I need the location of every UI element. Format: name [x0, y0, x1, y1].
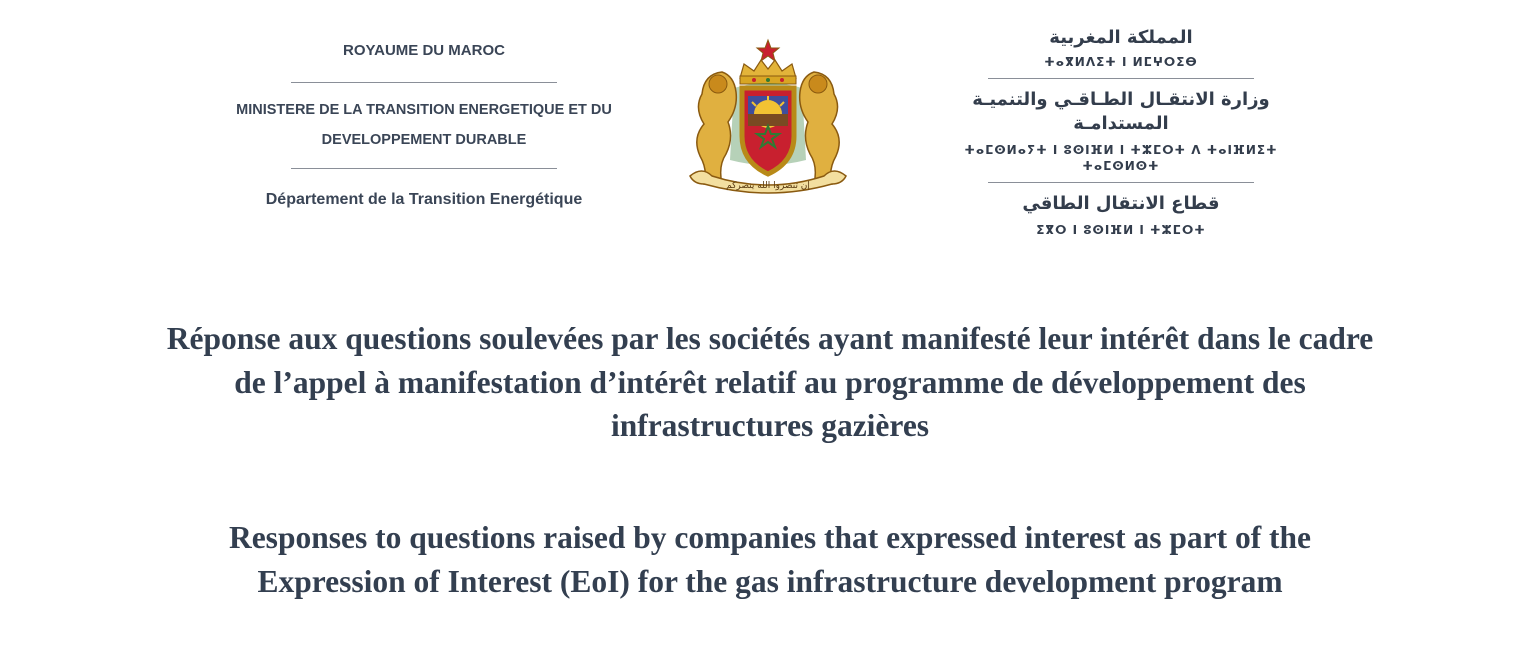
ministry-line-2: DEVELOPPEMENT DURABLE	[321, 132, 527, 148]
title-line: Responses to questions raised by companies that expressed interest as part of the	[228, 520, 1312, 555]
divider	[988, 78, 1254, 79]
ministry-line-1: MINISTERE DE LA TRANSITION ENERGETIQUE ET DU	[236, 102, 612, 118]
coat-of-arms-icon	[682, 38, 854, 196]
department-arabic: قطاع الانتقال الطاقي	[1022, 193, 1220, 214]
ministry-name	[228, 95, 620, 155]
department-name: Département de la Transition Energétique	[265, 191, 583, 208]
title-line: Expression of Interest (EoI) for the gas infrastructure development program	[257, 563, 1283, 599]
document-title-french	[40, 317, 1500, 448]
motto-text: إن تنصروا الله ينصركم	[726, 181, 810, 191]
title-line: infrastructures gazières	[610, 408, 930, 443]
title-line: de l’appel à manifestation d’intérêt relatif au programme de développement des	[234, 364, 1306, 400]
kingdom-arabic: المملكة المغربية	[1049, 27, 1193, 48]
ministry-arabic: وزارة الانتقـال الطـاقـي والتنميـة المستدامـة	[972, 89, 1270, 134]
ministry-tifinagh: ⵜⴰⵎⵙⵍⴰⵢⵜ ⵏ ⵓⵙⵏⴼⵍ ⵏ ⵜⵣⵎⵔⵜ ⴷ ⵜⴰⵏⴼⵍⵉⵜ ⵜⴰⵎⵙⵍⵙⵜ	[964, 143, 1278, 173]
kingdom-tifinagh: ⵜⴰⴳⵍⴷⵉⵜ ⵏ ⵍⵎⵖⵔⵉⴱ	[1044, 55, 1198, 69]
divider	[988, 182, 1254, 183]
country-name: ROYAUME DU MAROC	[343, 42, 505, 59]
department-tifinagh: ⵉⴳⵔ ⵏ ⵓⵙⵏⴼⵍ ⵏ ⵜⵣⵎⵔⵜ	[1036, 223, 1206, 237]
divider	[291, 82, 557, 83]
title-line: Réponse aux questions soulevées par les sociétés ayant manifesté leur intérêt dans le cadre	[166, 321, 1374, 356]
header-right	[935, 26, 1307, 238]
header-left	[228, 38, 620, 209]
divider	[291, 168, 557, 169]
document-title-english	[40, 516, 1500, 603]
